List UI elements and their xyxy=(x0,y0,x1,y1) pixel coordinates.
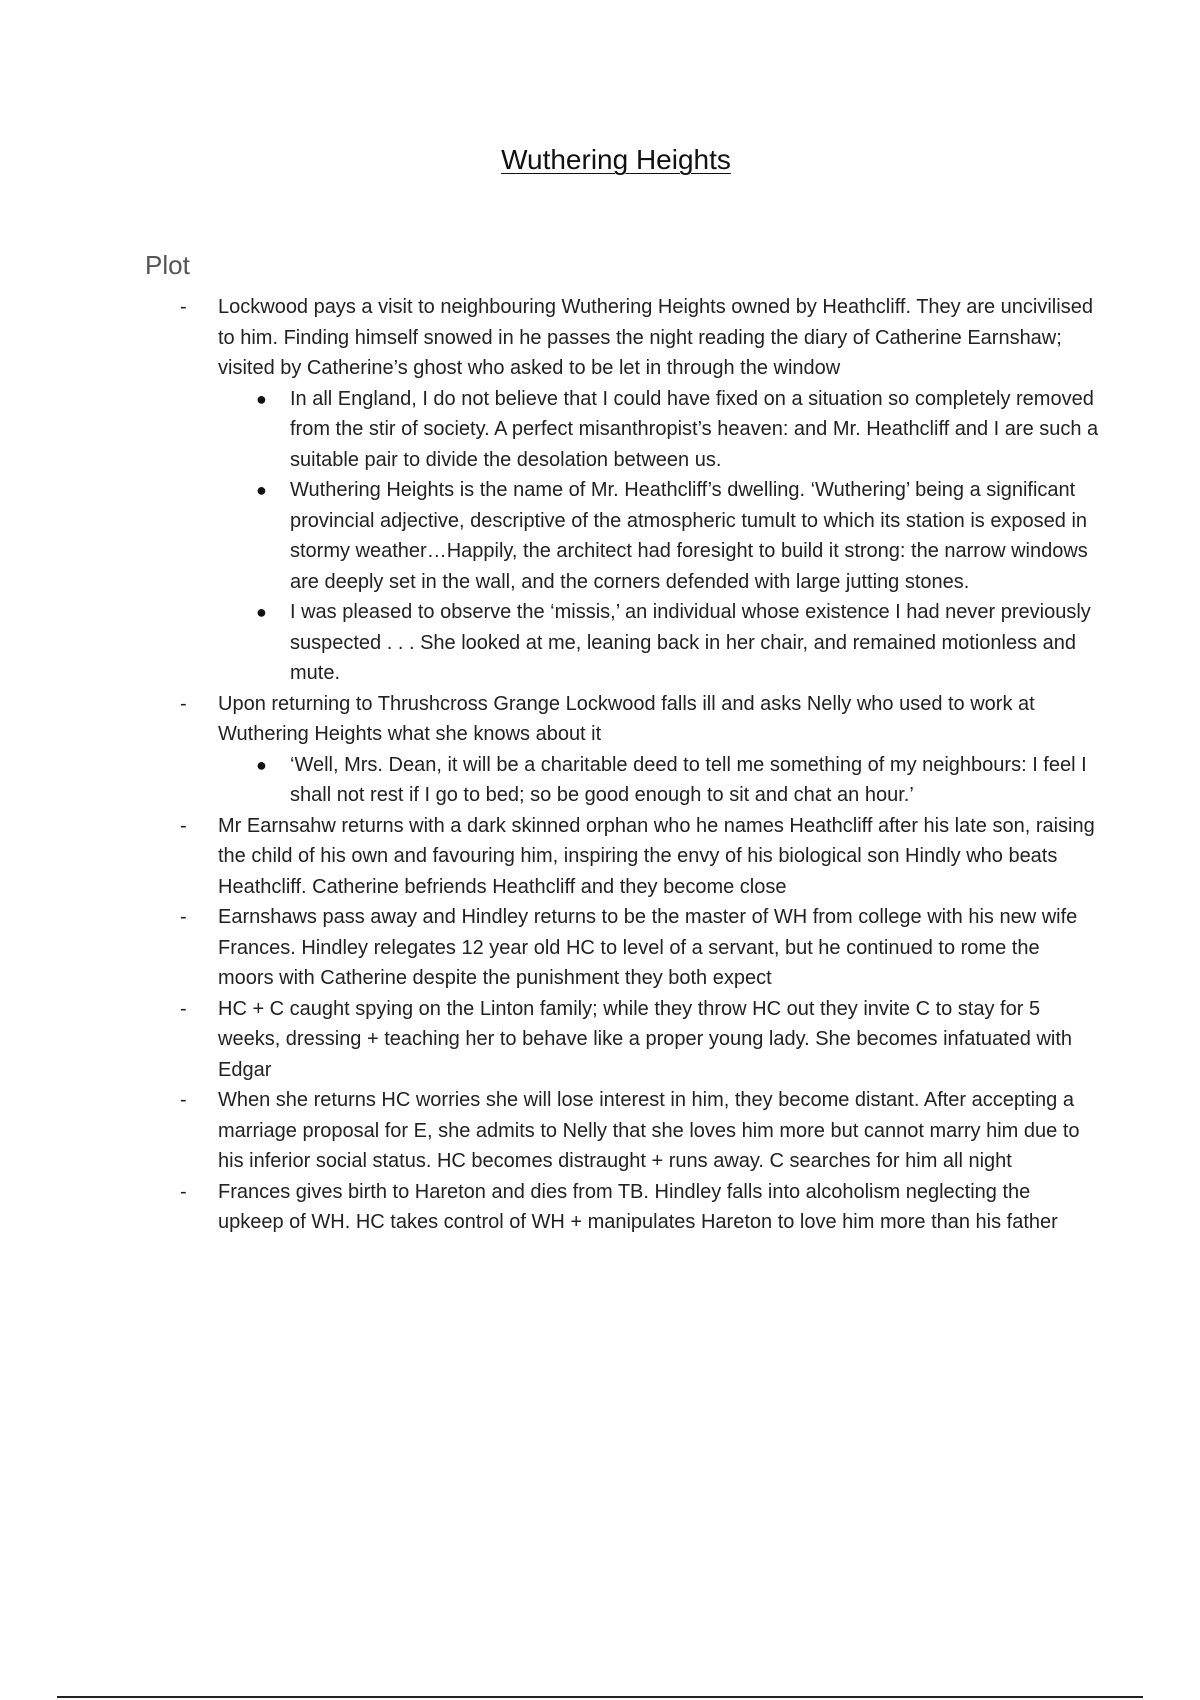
plot-item xyxy=(180,902,1100,994)
plot-item xyxy=(180,811,1100,903)
quote-text: ‘Well, Mrs. Dean, it will be a charitable deed to tell me something of my neighbours: I feel I shall not rest if I go to bed; so be good enough to sit and chat an hour.’ xyxy=(290,753,1087,806)
dash-marker: - xyxy=(180,1180,187,1203)
quote-item xyxy=(256,475,1100,597)
section-heading-plot: Plot xyxy=(145,250,190,280)
plot-item xyxy=(180,292,1100,689)
plot-item xyxy=(180,994,1100,1086)
bullet-icon: ● xyxy=(256,388,267,409)
quote-text: Wuthering Heights is the name of Mr. Heathcliff’s dwelling. ‘Wuthering’ being a significant provincial adjective, descriptive of the atmospheric tumult to which its station is exposed in stormy weather…Happily, the architect had foresight to build it strong: the narrow windows are deeply set in the wall, and the corners defended with large jutting stones. xyxy=(290,479,1088,593)
plot-item-text: Frances gives birth to Hareton and dies from TB. Hindley falls into alcoholism neglecting the upkeep of WH. HC takes control of WH + manipulates Hareton to love him more than his father xyxy=(218,1180,1058,1233)
plot-item-text: Mr Earnsahw returns with a dark skinned orphan who he names Heathcliff after his late son, raising the child of his own and favouring him, inspiring the envy of his biological son Hindly who beats Heathcliff. Catherine befriends Heathcliff and they become close xyxy=(218,814,1095,898)
quote-item xyxy=(256,750,1100,811)
quote-list xyxy=(218,750,1100,811)
plot-list xyxy=(180,292,1100,1238)
quote-item xyxy=(256,384,1100,476)
dash-marker: - xyxy=(180,906,187,928)
bullet-icon: ● xyxy=(256,754,267,775)
plot-item xyxy=(180,1177,1100,1238)
dash-marker: - xyxy=(180,814,187,837)
dash-marker: - xyxy=(180,1089,187,1111)
page-bottom-rule xyxy=(57,1696,1143,1698)
plot-item xyxy=(180,1085,1100,1177)
plot-item-text: Lockwood pays a visit to neighbouring Wuthering Heights owned by Heathcliff. They are uncivilised to him. Finding himself snowed in he passes the night reading the diary of Catherine Earnshaw; visited by Catherine’s ghost who asked to be let in through the window xyxy=(218,296,1093,379)
document-title: Wuthering Heights xyxy=(501,144,731,175)
plot-item-text: HC + C caught spying on the Linton family; while they throw HC out they invite C to stay for 5 weeks, dressing + teaching her to behave like a proper young lady. She becomes infatuated with Edgar xyxy=(218,997,1073,1081)
quote-text: In all England, I do not believe that I could have fixed on a situation so completely removed from the stir of society. A perfect misanthropist’s heaven: and Mr. Heathcliff and I are such a suitable pair to divide the desolation between us. xyxy=(290,387,1099,471)
dash-marker: - xyxy=(180,692,187,715)
plot-item-text: Earnshaws pass away and Hindley returns to be the master of WH from college with his new wife Frances. Hindley relegates 12 year old HC to level of a servant, but he continued to rome the moors with Catherine despite the punishment they both expect xyxy=(218,906,1078,989)
quote-list xyxy=(218,384,1100,689)
plot-item-text: Upon returning to Thrushcross Grange Lockwood falls ill and asks Nelly who used to work at Wuthering Heights what she knows about it xyxy=(218,692,1035,745)
dash-marker: - xyxy=(180,296,187,318)
quote-text: I was pleased to observe the ‘missis,’ an individual whose existence I had never previously suspected . . . She looked at me, leaning back in her chair, and remained motionless and mute. xyxy=(290,601,1091,684)
dash-marker: - xyxy=(180,997,187,1020)
plot-item xyxy=(180,689,1100,811)
bullet-icon: ● xyxy=(256,480,267,500)
plot-item-text: When she returns HC worries she will lose interest in him, they become distant. After accepting a marriage proposal for E, she admits to Nelly that she loves him more but cannot marry him due to his inferior social status. HC becomes distraught + runs away. C searches for him all night xyxy=(218,1089,1080,1172)
quote-item xyxy=(256,597,1100,689)
bullet-icon: ● xyxy=(256,602,267,622)
